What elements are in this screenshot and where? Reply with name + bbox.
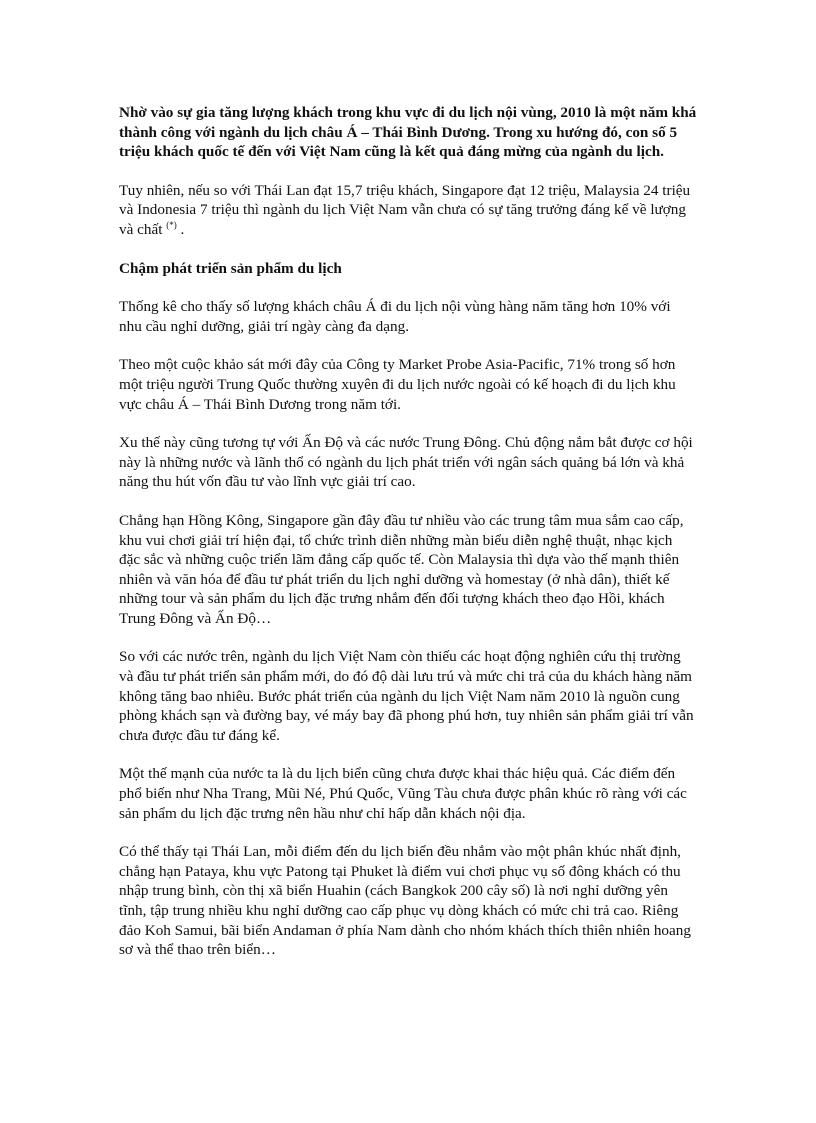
body-paragraph: Có thể thấy tại Thái Lan, mỗi điểm đến du lịch biển đều nhắm vào một phân khúc nhất định, chẳng hạn Pataya, khu vực Patong tại Phuket là điểm vui chơi phục vụ số đông khách có thu nhập trung bình, còn thị xã biển Huahin (cách Bangkok 200 cây số) là nơi nghỉ dưỡng yên tĩnh, tập trung nhiều khu nghỉ dưỡng cao cấp phục vụ dòng khách có mức chi trả cao. Riêng đảo Koh Samui, bãi biển Andaman ở phía Nam dành cho nhóm khách thích thiên nhiên hoang sơ và thể thao trên biển… [119, 843, 691, 959]
document-page [119, 103, 697, 979]
intro-paragraph: Nhờ vào sự gia tăng lượng khách trong khu vực đi du lịch nội vùng, 2010 là một năm khá thành công với ngành du lịch châu Á – Thái Bình Dương. Trong xu hướng đó, con số 5 triệu khách quốc tế đến với Việt Nam cũng là kết quả đáng mừng của ngành du lịch. [119, 104, 697, 161]
body-paragraph: Theo một cuộc khảo sát mới đây của Công ty Market Probe Asia-Pacific, 71% trong số hơn một triệu người Trung Quốc thường xuyên đi du lịch nước ngoài có kế hoạch đi du lịch khu vực châu Á – Thái Bình Dương trong năm tới. [119, 356, 676, 413]
comparison-text: Tuy nhiên, nếu so với Thái Lan đạt 15,7 triệu khách, Singapore đạt 12 triệu, Malaysia 24 triệu và Indonesia 7 triệu thì ngành du lịch Việt Nam vẫn chưa có sự tăng trưởng đáng kể về lượng và chất [119, 181, 691, 238]
body-paragraph: Chẳng hạn Hồng Kông, Singapore gần đây đầu tư nhiều vào các trung tâm mua sắm cao cấp, khu vui chơi giải trí hiện đại, tổ chức trình diễn những màn biểu diễn nghệ thuật, nhạc kịch đặc sắc và những cuộc triển lãm đẳng cấp quốc tế. Còn Malaysia thì dựa vào thế mạnh thiên nhiên và văn hóa để đầu tư phát triển du lịch nghỉ dưỡng và homestay (ở nhà dân), thiết kế những tour và sản phẩm du lịch đặc trưng nhắm đến đối tượng khách theo đạo Hồi, khách Trung Đông và Ấn Độ… [119, 511, 684, 627]
body-paragraph: Xu thế này cũng tương tự với Ấn Độ và các nước Trung Đông. Chủ động nắm bắt được cơ hội này là những nước và lãnh thổ có ngành du lịch phát triển với ngân sách quảng bá lớn và khả năng thu hút vốn đầu tư vào lĩnh vực giải trí cao. [119, 434, 693, 491]
body-paragraph: Thống kê cho thấy số lượng khách châu Á đi du lịch nội vùng hàng năm tăng hơn 10% với nhu cầu nghỉ dưỡng, giải trí ngày càng đa dạng. [119, 298, 671, 335]
body-paragraph: Một thế mạnh của nước ta là du lịch biển cũng chưa được khai thác hiệu quả. Các điểm đến phổ biến như Nha Trang, Mũi Né, Phú Quốc, Vũng Tàu chưa được phân khúc rõ ràng với các sản phẩm du lịch đặc trưng nên hầu như chỉ hấp dẫn khách nội địa. [119, 765, 687, 822]
body-paragraph: So với các nước trên, ngành du lịch Việt Nam còn thiếu các hoạt động nghiên cứu thị trường và đầu tư phát triển sản phẩm mới, do đó độ dài lưu trú và mức chi trả của du khách hàng năm không tăng bao nhiêu. Bước phát triển của ngành du lịch Việt Nam năm 2010 là nguồn cung phòng khách sạn và đường bay, vé máy bay đã phong phú hơn, tuy nhiên sản phẩm giải trí vẫn chưa được đầu tư đáng kể. [119, 648, 694, 744]
comparison-end: . [176, 220, 185, 238]
section-heading: Chậm phát triển sản phẩm du lịch [119, 259, 342, 277]
comparison-paragraph [119, 181, 697, 240]
footnote-marker: (*) [166, 219, 177, 230]
